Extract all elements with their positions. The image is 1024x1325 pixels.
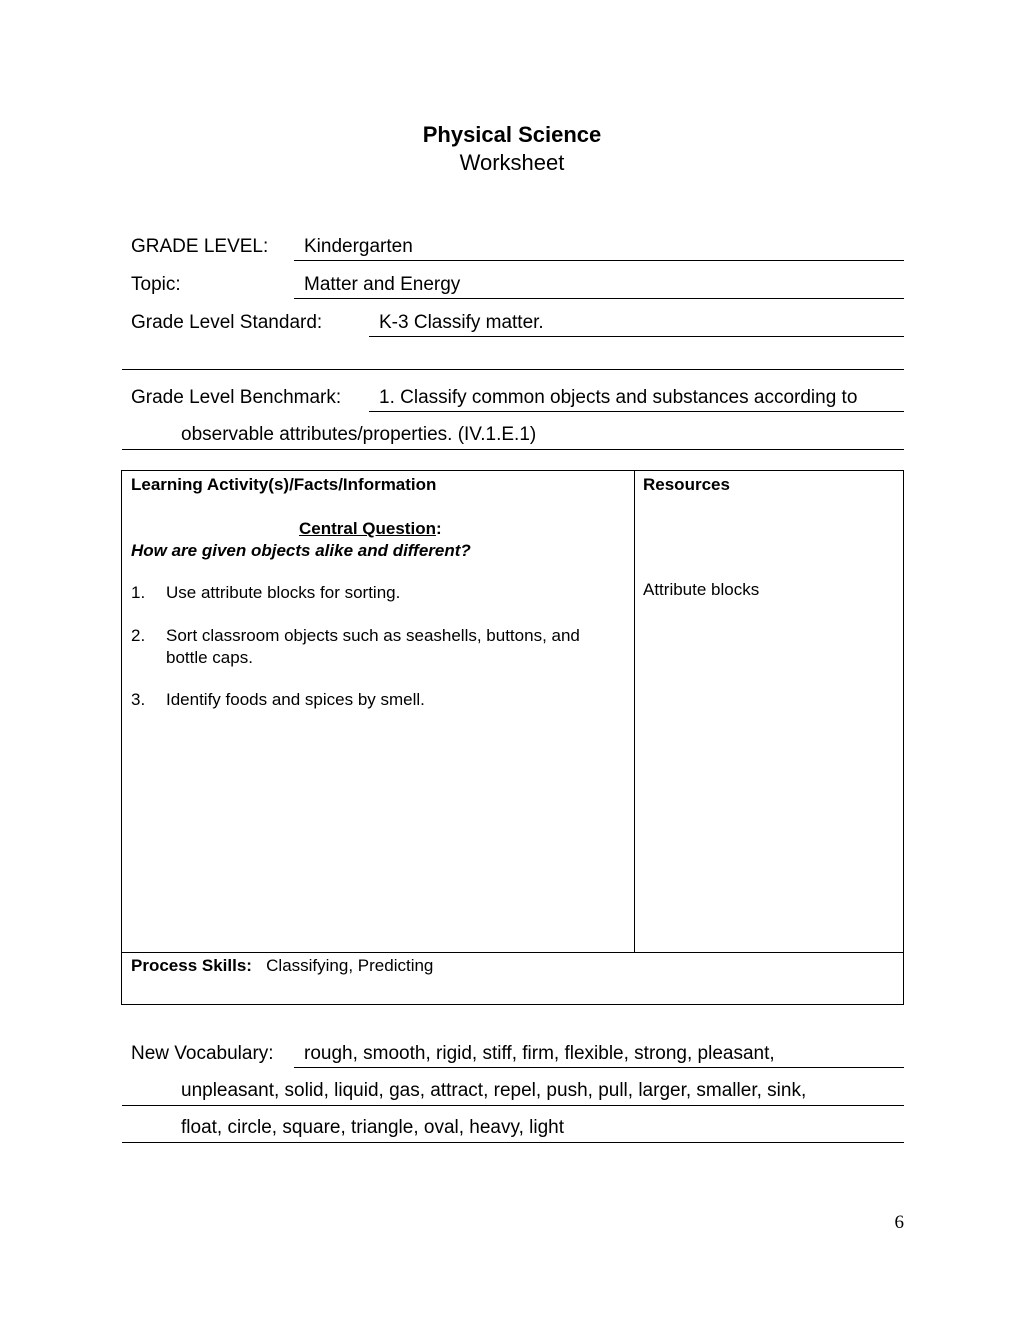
activity-item: Sort classroom objects such as seashells, buttons, and bottle caps. <box>166 626 580 667</box>
benchmark-line2: observable attributes/properties. (IV.1.E.1) <box>181 424 537 445</box>
standard-label: Grade Level Standard: <box>131 312 323 333</box>
grade-level-value: Kindergarten <box>294 236 904 261</box>
benchmark-label: Grade Level Benchmark: <box>131 387 342 408</box>
activity-table <box>121 470 904 1005</box>
activity-number: 1. <box>131 583 146 602</box>
vocabulary-row <box>122 1043 904 1069</box>
vocabulary-line1: rough, smooth, rigid, stiff, firm, flexible, strong, pleasant, <box>294 1043 904 1068</box>
activity-item: Identify foods and spices by smell. <box>166 690 425 709</box>
blank-line <box>122 369 904 370</box>
row-divider <box>122 952 903 953</box>
resources-header: Resources <box>643 475 730 494</box>
topic-label: Topic: <box>131 274 181 295</box>
vocabulary-continuation <box>122 1080 904 1106</box>
vocabulary-line3: float, circle, square, triangle, oval, heavy, light <box>181 1117 565 1138</box>
topic-row <box>122 274 904 300</box>
central-question-heading <box>299 519 442 539</box>
activity-item: Use attribute blocks for sorting. <box>166 583 401 602</box>
grade-level-label: GRADE LEVEL: <box>131 236 269 257</box>
central-question-label: Central Question <box>299 519 436 538</box>
standard-value: K-3 Classify matter. <box>369 312 904 337</box>
central-question-colon: : <box>435 519 442 538</box>
process-skills-value: Classifying, Predicting <box>266 956 434 975</box>
column-divider <box>634 471 635 952</box>
grade-level-row <box>122 236 904 262</box>
activity-number: 3. <box>131 690 146 709</box>
activity-number: 2. <box>131 626 146 645</box>
activity-header: Learning Activity(s)/Facts/Information <box>131 475 437 494</box>
process-skills-label: Process Skills: <box>131 956 252 975</box>
vocabulary-line2: unpleasant, solid, liquid, gas, attract, repel, push, pull, larger, smaller, sink, <box>181 1080 807 1101</box>
benchmark-row <box>122 387 904 413</box>
page-subtitle: Worksheet <box>459 150 565 175</box>
process-skills <box>131 956 433 976</box>
benchmark-line1: 1. Classify common objects and substances according to <box>369 387 904 412</box>
resource-item: Attribute blocks <box>643 580 760 599</box>
page-title: Physical Science <box>422 122 602 147</box>
standard-row <box>122 312 904 338</box>
central-question-text: How are given objects alike and different? <box>131 541 471 560</box>
topic-value: Matter and Energy <box>294 274 904 299</box>
vocabulary-label: New Vocabulary: <box>131 1043 274 1064</box>
page-number: 6 <box>894 1212 904 1233</box>
vocabulary-continuation <box>122 1117 904 1143</box>
benchmark-continuation <box>122 424 904 450</box>
